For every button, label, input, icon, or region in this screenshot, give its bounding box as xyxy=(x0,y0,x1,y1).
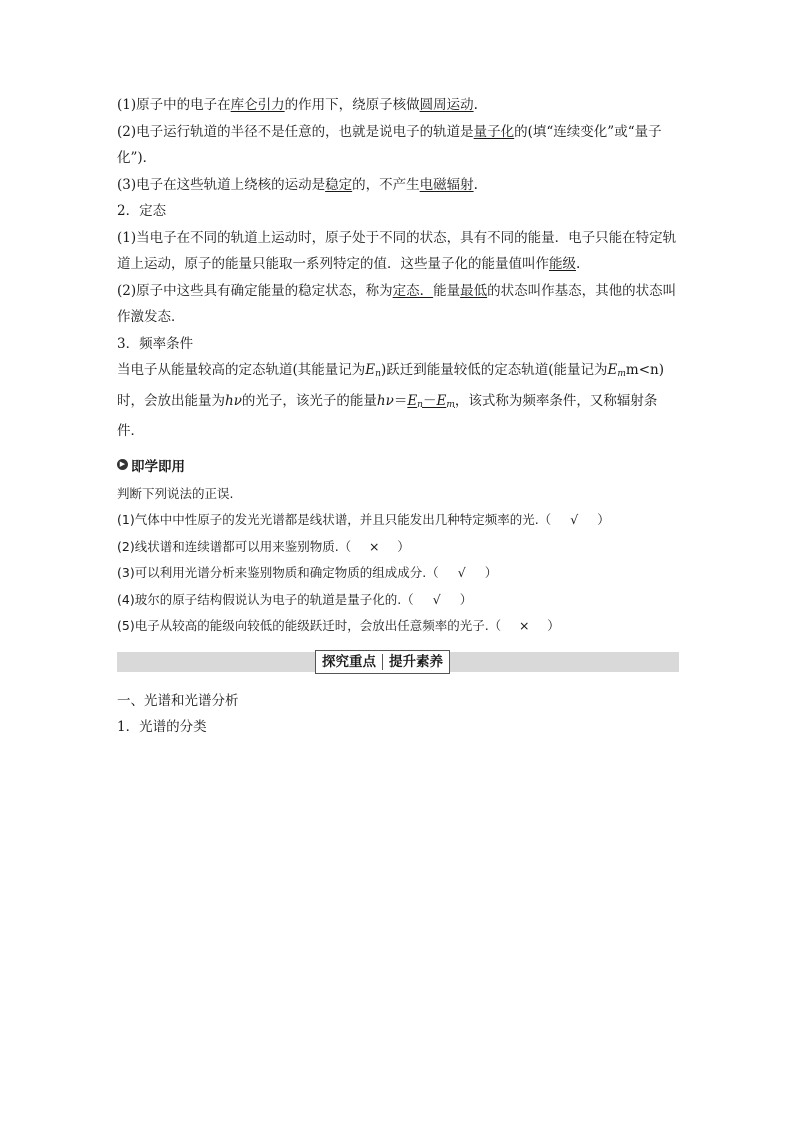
answer-blank: 最低 xyxy=(460,282,488,299)
symbol-hv: hν xyxy=(225,392,242,409)
text: 当电子从能量较高的定态轨道(其能量记为 xyxy=(117,362,366,378)
practice-list xyxy=(117,481,679,640)
statement-text: (2)线状谱和连续谱都可以用来鉴别物质.（ xyxy=(117,538,352,554)
paragraph-2 xyxy=(117,119,679,172)
section-heading: 一、光谱和光谱分析 xyxy=(117,692,239,709)
text: ） xyxy=(459,591,473,607)
next-section xyxy=(117,688,679,741)
answer-mark: × xyxy=(368,538,380,554)
symbol-e: E xyxy=(365,362,376,378)
list-item xyxy=(117,507,679,534)
subscript: m xyxy=(617,369,626,379)
answer-blank xyxy=(407,393,455,409)
answer-mark: √ xyxy=(570,512,579,527)
text: 能量 xyxy=(433,282,461,299)
text: 的状态叫作基态，其他的状态叫作激发态． xyxy=(117,282,677,325)
text: ） xyxy=(547,618,560,633)
answer-mark: √ xyxy=(457,565,466,580)
list-item xyxy=(117,534,679,561)
text: 的，不产生 xyxy=(352,176,420,193)
text: m<n)时，会放出能量为 xyxy=(117,362,664,409)
paragraph-5 xyxy=(117,278,679,331)
text: 的作用下，绕原子核做 xyxy=(284,97,420,113)
subscript: n xyxy=(417,399,423,410)
text: (2)电子运行轨道的半径不是任意的，也就是说电子的轨道是 xyxy=(117,123,474,140)
answer-mark: √ xyxy=(432,591,441,607)
text: )跃迁到能量较低的定态轨道(能量记为 xyxy=(380,362,608,378)
symbol-e: E xyxy=(407,392,418,409)
text: ＝ xyxy=(393,392,408,409)
section-banner xyxy=(117,652,679,672)
answer-blank: 量子化 xyxy=(473,123,515,140)
subscript: n xyxy=(375,369,381,379)
text: (1)当电子在不同的轨道上运动时，原子处于不同的状态，具有不同的能量．电子只能在特定轨道上运动，原子的能量只能取一系列特定的值．这些量子化的能量值叫作 xyxy=(117,229,677,272)
symbol-e: E xyxy=(436,392,447,409)
banner-box xyxy=(315,650,450,674)
text: . xyxy=(576,256,581,272)
document-page xyxy=(117,92,679,741)
text: (1)原子中的电子在 xyxy=(117,97,231,113)
heading-stationary-state: 2．定态 xyxy=(117,203,167,219)
text: － xyxy=(422,392,437,409)
banner-right-label: 提升素养 xyxy=(389,653,443,670)
symbol-hv: hν xyxy=(376,392,394,409)
statement-text: (4)玻尔的原子结构假说认为电子的轨道是量子化的.（ xyxy=(117,591,414,607)
heading-frequency-condition: 3．频率条件 xyxy=(117,335,194,352)
paragraph-1 xyxy=(117,92,679,119)
play-icon: ▶ xyxy=(117,459,128,470)
answer-blank: 定态． xyxy=(392,282,434,299)
answer-blank: 电磁辐射 xyxy=(419,176,474,193)
text: ，该式称为频率条件，又称辐射条件． xyxy=(117,392,658,439)
text: . xyxy=(473,176,478,193)
text: ） xyxy=(484,565,498,580)
list-item xyxy=(117,613,679,640)
answer-mark: × xyxy=(518,618,530,633)
statement-text: (3)可以利用光谱分析来鉴别物质和确定物质的组成成分.（ xyxy=(117,565,439,580)
answer-blank: 能级 xyxy=(549,256,576,272)
text: 的(填“连续变化”或“量子化”)． xyxy=(117,123,662,166)
answer-blank: 库仑引力 xyxy=(230,97,285,113)
subsection-heading: 1．光谱的分类 xyxy=(117,719,207,735)
list-item xyxy=(117,587,679,614)
practice-heading xyxy=(117,455,679,475)
text: (2)原子中这些具有确定能量的稳定状态，称为 xyxy=(117,282,393,299)
text: . xyxy=(473,97,478,113)
practice-intro: 判断下列说法的正误. xyxy=(117,485,234,501)
symbol-e: E xyxy=(607,362,618,378)
subscript: m xyxy=(446,399,455,410)
statement-text: (5)电子从较高的能级向较低的能级跃迁时，会放出任意频率的光子.（ xyxy=(117,618,502,633)
banner-left-label: 探究重点 xyxy=(322,653,376,670)
statement-text: (1)气体中中性原子的发光光谱都是线状谱，并且只能发出几种特定频率的光.（ xyxy=(117,512,552,527)
paragraph-3 xyxy=(117,172,679,199)
text: ） xyxy=(597,512,610,527)
text: 的光子，该光子的能量 xyxy=(241,392,377,409)
list-item xyxy=(117,560,679,587)
answer-blank: 稳定 xyxy=(325,176,353,193)
paragraph-4 xyxy=(117,225,679,278)
practice-title: 即学即用 xyxy=(131,458,185,475)
paragraph-6 xyxy=(117,357,679,445)
text: (3)电子在这些轨道上绕核的运动是 xyxy=(117,176,326,193)
text: ） xyxy=(397,538,410,554)
answer-blank: 圆周运动 xyxy=(419,97,474,113)
